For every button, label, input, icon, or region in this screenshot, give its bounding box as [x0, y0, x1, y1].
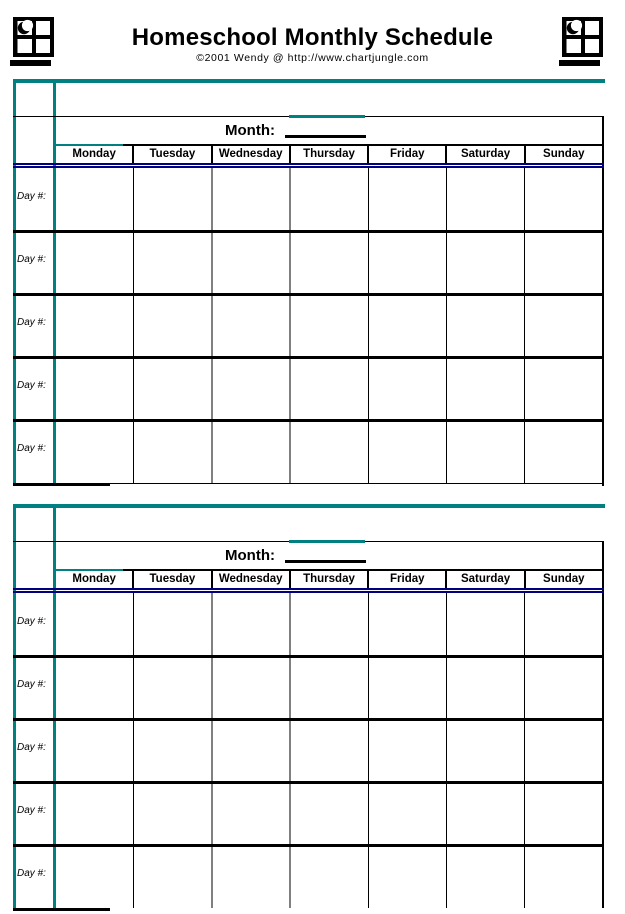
table-top-rule	[13, 79, 605, 83]
page-title: Homeschool Monthly Schedule	[131, 24, 494, 51]
day-header-sunday: Sunday	[524, 571, 602, 588]
day-number-label: Day #:	[17, 443, 46, 454]
month-blank-line	[285, 135, 366, 138]
day-grid-cells	[56, 593, 603, 908]
copyright-line: ©2001 Wendy @ http://www.chartjungle.com	[196, 52, 429, 64]
table-bottom-rule-thick	[13, 483, 110, 486]
day-header-tuesday: Tuesday	[132, 571, 210, 588]
day-header-saturday: Saturday	[445, 571, 523, 588]
navy-double-rule-top	[13, 588, 604, 590]
day-header-thursday: Thursday	[289, 571, 367, 588]
day-header-sunday: Sunday	[524, 146, 602, 163]
monthly-schedule-table-2	[13, 504, 605, 911]
row-separator	[13, 844, 603, 847]
table-bottom-rule-thick	[13, 908, 110, 911]
navy-double-rule-top	[13, 163, 604, 165]
day-number-label: Day #:	[17, 254, 46, 265]
day-header-monday: Monday	[72, 573, 116, 585]
row-separator	[13, 781, 603, 784]
monthly-schedule-table-1	[13, 79, 605, 486]
row-separator	[13, 293, 603, 296]
month-label: Month:	[225, 547, 275, 564]
row-separator	[13, 655, 603, 658]
day-header-tuesday: Tuesday	[132, 146, 210, 163]
day-grid-cells	[56, 168, 603, 483]
weekday-header-row	[56, 146, 602, 163]
month-label: Month:	[225, 122, 275, 139]
day-header-saturday: Saturday	[445, 146, 523, 163]
row-separator	[13, 718, 603, 721]
row-separator	[13, 419, 603, 422]
table-left-rule	[13, 79, 16, 486]
day-number-label: Day #:	[17, 679, 46, 690]
day-header-monday: Monday	[72, 148, 116, 160]
day-number-label: Day #:	[17, 191, 46, 202]
day-header-friday: Friday	[367, 571, 445, 588]
table-left-rule	[13, 504, 16, 911]
day-number-label: Day #:	[17, 742, 46, 753]
day-number-label: Day #:	[17, 380, 46, 391]
day-number-label: Day #:	[17, 868, 46, 879]
spacer-row-teal-segment	[289, 115, 365, 118]
day-header-wednesday: Wednesday	[211, 146, 289, 163]
day-header-wednesday: Wednesday	[211, 571, 289, 588]
row-separator	[13, 356, 603, 359]
day-number-label: Day #:	[17, 616, 46, 627]
row-separator	[13, 230, 603, 233]
table-top-rule	[13, 504, 605, 508]
day-header-friday: Friday	[367, 146, 445, 163]
weekday-header-row	[56, 571, 602, 588]
day-header-thursday: Thursday	[289, 146, 367, 163]
month-blank-line	[285, 560, 366, 563]
day-number-label: Day #:	[17, 805, 46, 816]
spacer-row-teal-segment	[289, 540, 365, 543]
day-number-label: Day #:	[17, 317, 46, 328]
